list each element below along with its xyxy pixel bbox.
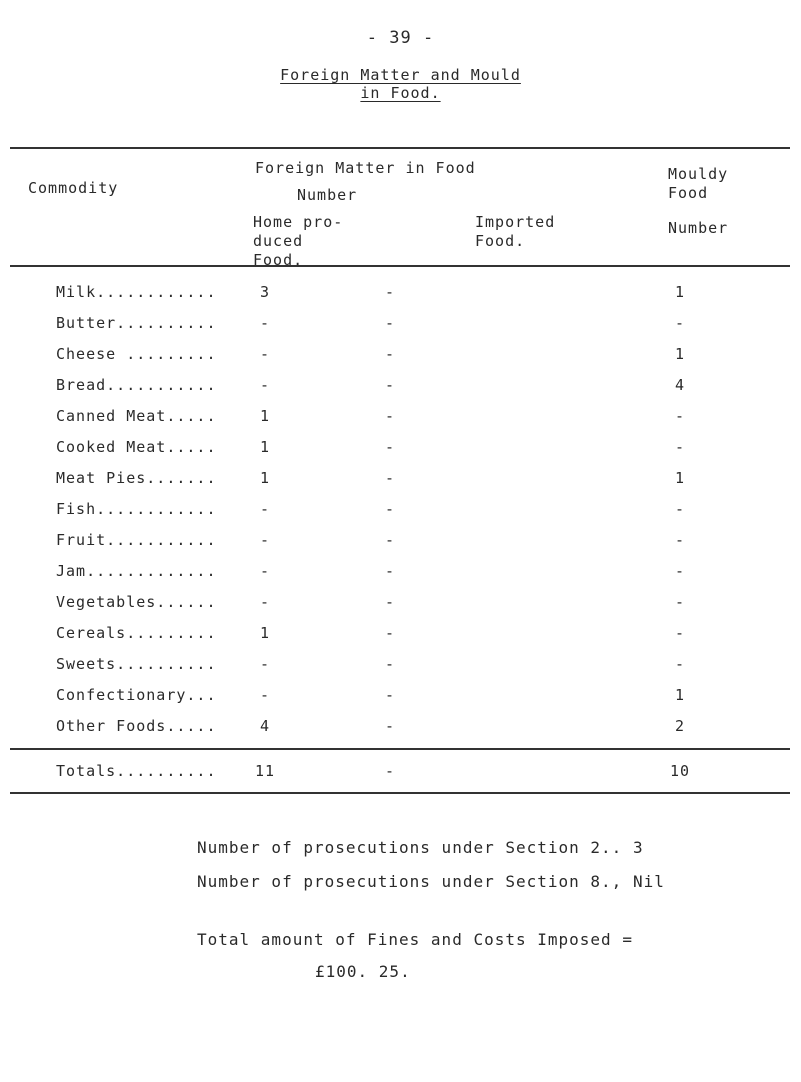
table-row: [20, 500, 800, 522]
prosecutions-section-2: Number of prosecutions under Section 2.. 3: [197, 838, 644, 857]
table-row: [20, 624, 800, 646]
table-row: [20, 562, 800, 584]
page-title-line-2: in Food.: [360, 84, 441, 102]
commodity-cell: Milk............: [56, 283, 217, 301]
commodity-cell: Vegetables......: [56, 593, 217, 611]
imported-cell: -: [384, 624, 396, 642]
prosecutions-section-8: Number of prosecutions under Section 8., Nil: [197, 872, 665, 891]
home-produced-cell: 3: [259, 283, 271, 301]
mouldy-cell: -: [674, 655, 686, 673]
totals-home-produced: 11: [254, 762, 276, 780]
home-produced-cell: -: [259, 314, 271, 332]
table-row: [20, 593, 800, 615]
table-top-rule: [10, 147, 790, 149]
table-row: [20, 283, 800, 305]
home-produced-cell: -: [259, 562, 271, 580]
mouldy-cell: 1: [674, 345, 686, 363]
totals-imported: -: [384, 762, 396, 780]
home-produced-cell: -: [259, 531, 271, 549]
page-number: - 39 -: [366, 28, 435, 48]
header-mouldy-food: Mouldy Food: [668, 165, 729, 202]
commodity-cell: Bread...........: [56, 376, 217, 394]
table-row: [20, 686, 800, 708]
imported-cell: -: [384, 717, 396, 735]
header-home-produced: Home pro- duced Food.: [253, 213, 344, 269]
commodity-cell: Canned Meat.....: [56, 407, 217, 425]
commodity-cell: Other Foods.....: [56, 717, 217, 735]
header-commodity: Commodity: [28, 179, 119, 197]
mouldy-cell: 2: [674, 717, 686, 735]
home-produced-cell: -: [259, 500, 271, 518]
commodity-cell: Fruit...........: [56, 531, 217, 549]
mouldy-cell: 1: [674, 469, 686, 487]
imported-cell: -: [384, 345, 396, 363]
commodity-cell: Butter..........: [56, 314, 217, 332]
commodity-cell: Cheese .........: [56, 345, 217, 363]
table-row: [20, 655, 800, 677]
totals-top-rule: [10, 748, 790, 750]
header-foreign-matter: Foreign Matter in Food: [255, 159, 476, 177]
header-number: Number: [297, 186, 358, 204]
imported-cell: -: [384, 593, 396, 611]
mouldy-cell: -: [674, 407, 686, 425]
imported-cell: -: [384, 438, 396, 456]
commodity-cell: Jam.............: [56, 562, 217, 580]
mouldy-cell: 4: [674, 376, 686, 394]
mouldy-cell: -: [674, 593, 686, 611]
commodity-cell: Sweets..........: [56, 655, 217, 673]
home-produced-cell: -: [259, 686, 271, 704]
imported-cell: -: [384, 655, 396, 673]
imported-cell: -: [384, 314, 396, 332]
home-produced-cell: 1: [259, 438, 271, 456]
totals-label: Totals..........: [56, 762, 217, 780]
imported-cell: -: [384, 376, 396, 394]
table-row: [20, 469, 800, 491]
mouldy-cell: 1: [674, 283, 686, 301]
commodity-cell: Cooked Meat.....: [56, 438, 217, 456]
mouldy-cell: -: [674, 562, 686, 580]
table-bottom-rule: [10, 792, 790, 794]
fines-and-costs-label: Total amount of Fines and Costs Imposed =: [197, 930, 633, 949]
home-produced-cell: -: [259, 376, 271, 394]
home-produced-cell: 1: [259, 624, 271, 642]
home-produced-cell: 4: [259, 717, 271, 735]
table-row: [20, 314, 800, 336]
header-imported: Imported Food.: [475, 213, 556, 250]
home-produced-cell: 1: [259, 469, 271, 487]
header-mouldy-number: Number: [668, 219, 729, 237]
imported-cell: -: [384, 500, 396, 518]
home-produced-cell: -: [259, 345, 271, 363]
fines-and-costs-amount: £100. 25.: [315, 962, 411, 981]
totals-mouldy: 10: [669, 762, 691, 780]
imported-cell: -: [384, 283, 396, 301]
home-produced-cell: 1: [259, 407, 271, 425]
header-bottom-rule: [10, 265, 790, 267]
commodity-cell: Fish............: [56, 500, 217, 518]
mouldy-cell: 1: [674, 686, 686, 704]
mouldy-cell: -: [674, 314, 686, 332]
page-title-line-1: Foreign Matter and Mould: [280, 66, 521, 84]
home-produced-cell: -: [259, 655, 271, 673]
imported-cell: -: [384, 407, 396, 425]
table-row: [20, 717, 800, 739]
imported-cell: -: [384, 469, 396, 487]
table-row: [20, 376, 800, 398]
imported-cell: -: [384, 562, 396, 580]
home-produced-cell: -: [259, 593, 271, 611]
mouldy-cell: -: [674, 438, 686, 456]
table-row: [20, 531, 800, 553]
imported-cell: -: [384, 686, 396, 704]
totals-row: [20, 762, 800, 784]
mouldy-cell: -: [674, 624, 686, 642]
commodity-cell: Meat Pies.......: [56, 469, 217, 487]
commodity-cell: Confectionary...: [56, 686, 217, 704]
imported-cell: -: [384, 531, 396, 549]
mouldy-cell: -: [674, 500, 686, 518]
commodity-cell: Cereals.........: [56, 624, 217, 642]
table-row: [20, 345, 800, 367]
table-row: [20, 407, 800, 429]
mouldy-cell: -: [674, 531, 686, 549]
table-row: [20, 438, 800, 460]
